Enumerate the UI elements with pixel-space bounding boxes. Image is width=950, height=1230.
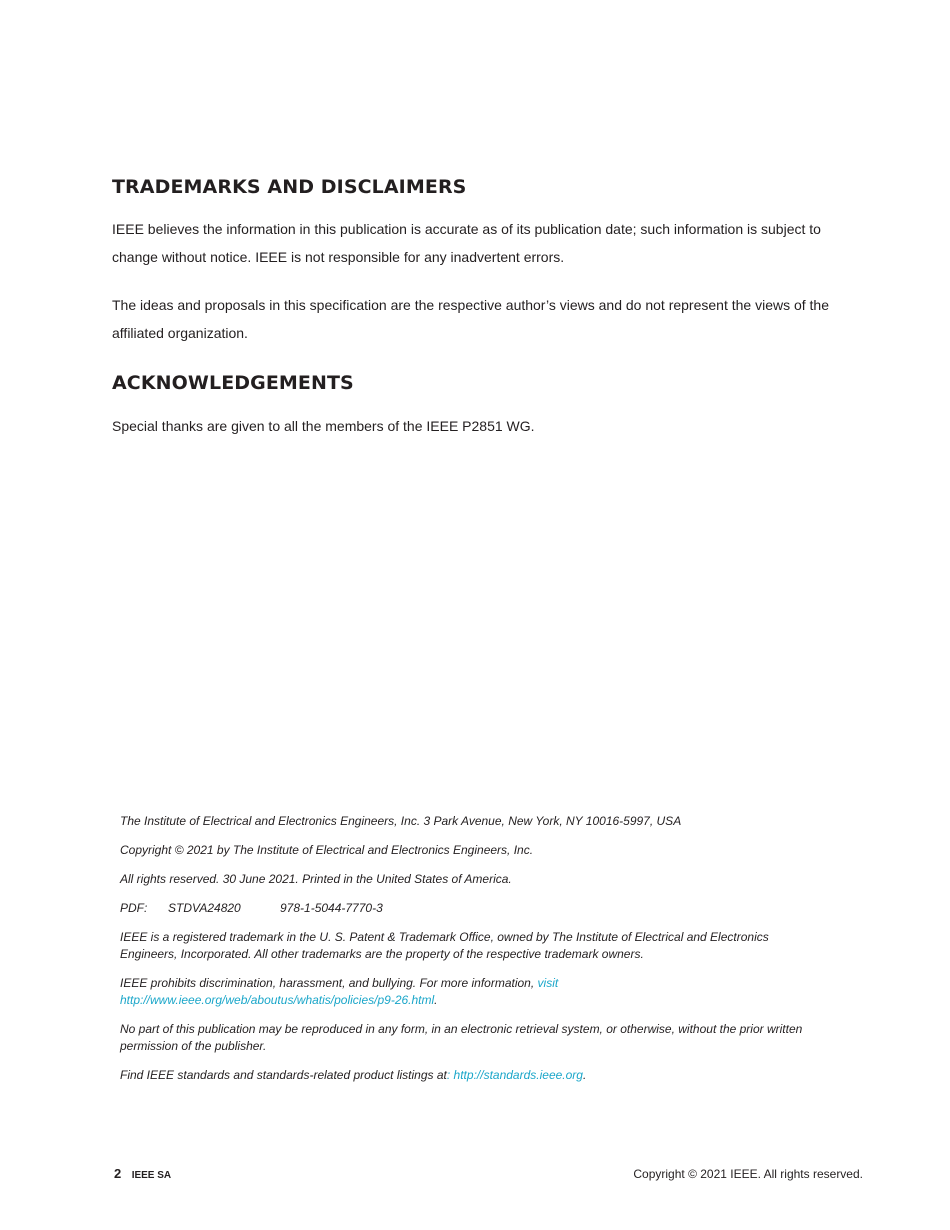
footer-copyright: Copyright © 2021 IEEE. All rights reserved. <box>633 1167 863 1181</box>
standards-text: Find IEEE standards and standards-related product listings at <box>120 1068 447 1082</box>
pdf-identifier-row <box>120 900 820 917</box>
acknowledgements-paragraph: Special thanks are given to all the members of the IEEE P2851 WG. <box>112 418 535 434</box>
discrimination-text: IEEE prohibits discrimination, harassment, and bullying. For more information, <box>120 976 535 990</box>
discrimination-end: . <box>434 993 438 1007</box>
page-number: 2 <box>114 1166 122 1181</box>
policy-url-link[interactable]: http://www.ieee.org/web/aboutus/whatis/policies/p9-26.html <box>120 993 435 1007</box>
footer-brand: IEEE SA <box>131 1170 172 1181</box>
rights-statement: All rights reserved. 30 June 2021. Printed in the United States of America. <box>120 872 512 886</box>
publisher-address: The Institute of Electrical and Electronics Engineers, Inc. 3 Park Avenue, New York, NY 10016-5997, USA <box>120 814 682 828</box>
pdf-label: PDF: <box>120 901 148 915</box>
footer-page-info <box>114 1165 171 1183</box>
reproduction-notice: No part of this publication may be reproduced in any form, in an electronic retrieval system, or otherwise, without the prior written permission of the publisher. <box>120 1022 803 1053</box>
standards-colon: : <box>446 1068 451 1082</box>
trademarks-paragraph-2: The ideas and proposals in this specification are the respective author’s views and do not represent the views of the affiliated organization. <box>112 297 830 341</box>
copyright-statement: Copyright © 2021 by The Institute of Electrical and Electronics Engineers, Inc. <box>120 843 534 857</box>
trademark-notice: IEEE is a registered trademark in the U. S. Patent & Trademark Office, owned by The Institute of Electrical and Electronics Engineers, Incorporated. All other trademarks are the property of the respective trademark owners. <box>120 930 769 961</box>
standards-url-link[interactable]: http://standards.ieee.org <box>453 1068 583 1082</box>
acknowledgements-heading: ACKNOWLEDGEMENTS <box>112 372 354 394</box>
standards-end: . <box>582 1068 587 1082</box>
pdf-stock-code: STDVA24820 <box>168 901 241 915</box>
standards-listing-notice <box>120 1067 820 1084</box>
trademarks-paragraph-1: IEEE believes the information in this publication is accurate as of its publication date; such information is subject to change without notice. IEEE is not responsible for any inadvertent errors. <box>112 221 821 265</box>
trademarks-heading: TRADEMARKS AND DISCLAIMERS <box>112 176 467 198</box>
policy-visit-link[interactable]: visit <box>537 976 559 990</box>
pdf-isbn: 978-1-5044-7770-3 <box>280 901 383 915</box>
discrimination-notice <box>120 975 820 1009</box>
